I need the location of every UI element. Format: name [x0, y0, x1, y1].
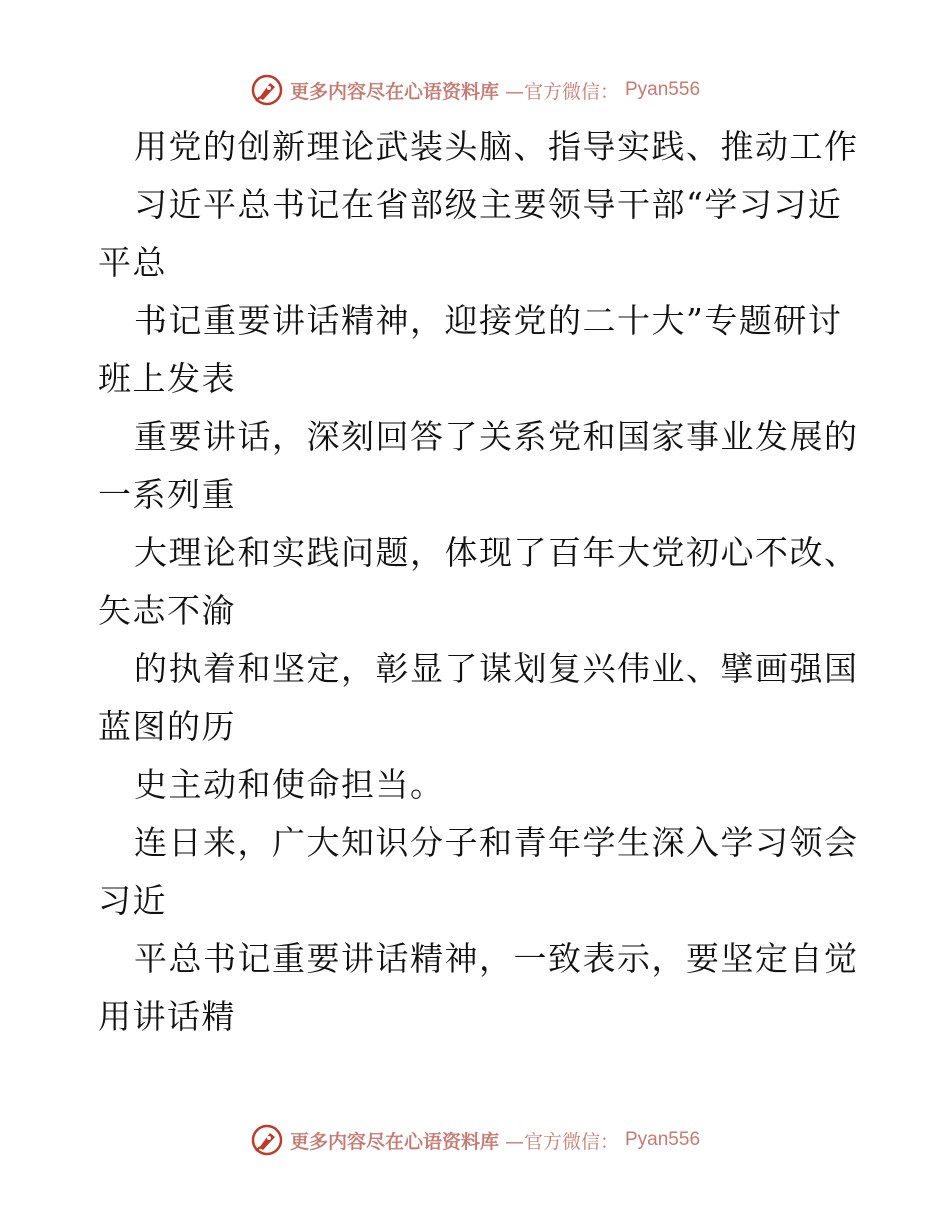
text-line: 一系列重	[98, 475, 236, 514]
header-banner-content	[250, 73, 700, 107]
text-line: 重要讲话，深刻回答了关系党和国家事业发展的	[134, 417, 859, 456]
banner-sub-text: —官方微信：	[504, 1130, 619, 1153]
pen-nib-logo-icon	[250, 1123, 284, 1157]
text-line: 用讲话精	[98, 997, 236, 1036]
header-banner	[0, 70, 950, 110]
text-line: 习近平总书记在省部级主要领导干部“学习习近	[134, 185, 843, 224]
text-line: 蓝图的历	[98, 707, 236, 746]
banner-wechat-id: Pyan556	[625, 1129, 701, 1150]
document-body	[98, 118, 858, 1046]
text-line: 大理论和实践问题，体现了百年大党初心不改、	[134, 533, 859, 572]
footer-banner-content	[250, 1123, 700, 1157]
banner-main-text: 更多内容尽在心语资料库	[289, 1130, 499, 1153]
banner-wechat-id: Pyan556	[625, 79, 701, 100]
text-line: 的执着和坚定，彰显了谋划复兴伟业、擘画强国	[134, 649, 859, 688]
text-line: 班上发表	[98, 359, 236, 398]
text-line: 平总书记重要讲话精神，一致表示，要坚定自觉	[134, 939, 859, 978]
banner-main-text: 更多内容尽在心语资料库	[289, 80, 499, 103]
text-line: 用党的创新理论武装头脑、指导实践、推动工作	[134, 127, 859, 166]
text-line: 史主动和使命担当。	[134, 765, 445, 804]
text-line: 平总	[98, 243, 167, 282]
text-line: 矢志不渝	[98, 591, 236, 630]
text-line: 习近	[98, 881, 167, 920]
text-line: 书记重要讲话精神，迎接党的二十大”专题研讨	[134, 301, 843, 340]
text-line: 连日来，广大知识分子和青年学生深入学习领会	[134, 823, 859, 862]
footer-banner	[0, 1120, 950, 1160]
banner-sub-text: —官方微信：	[504, 80, 619, 103]
pen-nib-logo-icon	[250, 73, 284, 107]
